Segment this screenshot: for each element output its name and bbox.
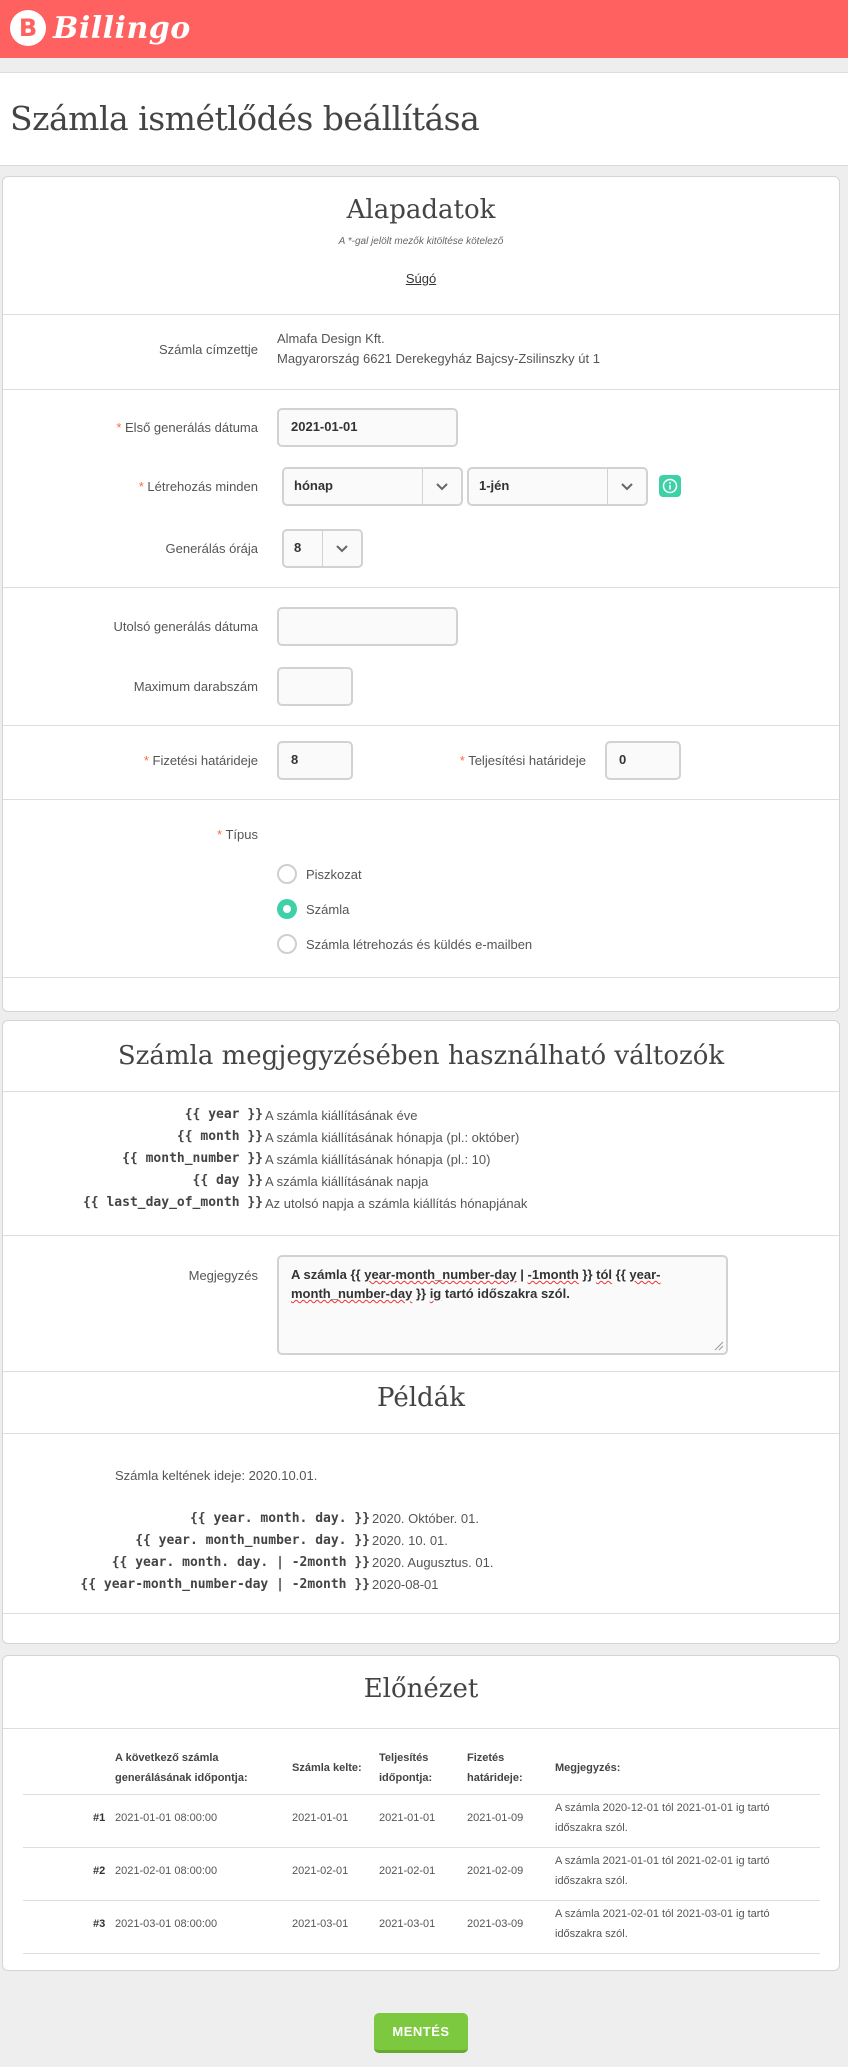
example-result: 2020. Augusztus. 01.: [372, 1555, 494, 1570]
help-link[interactable]: Súgó: [405, 271, 437, 286]
top-bar: [0, 0, 848, 58]
day-select[interactable]: [467, 467, 648, 506]
row-gen: 2021-03-01 08:00:00: [115, 1918, 218, 1930]
variables-panel: [2, 1020, 840, 1644]
table-header: Teljesítés időpontja:: [379, 1752, 433, 1784]
page-title: Számla ismétlődés beállítása: [10, 99, 480, 138]
row-note: A számla 2020-12-01 tól 2021-01-01 ig tartó időszakra szól.: [555, 1802, 770, 1834]
row-fulfill: 2021-03-01: [379, 1918, 436, 1930]
divider: [3, 1728, 839, 1729]
required-note: A *-gal jelölt mezők kitöltése kötelező: [338, 236, 504, 247]
example-result: 2020-08-01: [372, 1577, 439, 1592]
row-fulfill: 2021-02-01: [379, 1865, 436, 1877]
type-option-label: Piszkozat: [306, 867, 362, 882]
divider: [3, 1613, 839, 1614]
day-value: 1-jén: [479, 478, 510, 493]
period-select[interactable]: [282, 467, 463, 506]
logo-text: Billingo: [53, 10, 191, 46]
variables-title: Számla megjegyzésében használható változók: [117, 1041, 725, 1071]
type-radio-draft[interactable]: [277, 864, 297, 884]
save-button[interactable]: MENTÉS: [374, 2013, 468, 2053]
row-note: A számla 2021-01-01 tól 2021-02-01 ig tartó időszakra szól.: [555, 1855, 770, 1887]
divider: [3, 725, 839, 726]
last-date-input[interactable]: [277, 607, 458, 646]
type-option-label: Számla létrehozás és küldés e-mailben: [306, 937, 533, 952]
basic-data-title: Alapadatok: [346, 195, 496, 225]
row-gen: 2021-01-01 08:00:00: [115, 1812, 218, 1824]
chevron-down-icon: [607, 469, 646, 504]
example-code: {{ year. month. day. | -2month }}: [111, 1555, 370, 1570]
example-result: 2020. Október. 01.: [372, 1511, 479, 1526]
divider: [23, 1847, 820, 1848]
basic-data-panel: [2, 176, 840, 1012]
payment-due-label: * Fizetési határideje: [143, 753, 258, 768]
variable-desc: A számla kiállításának napja: [265, 1174, 429, 1189]
divider: [3, 1235, 839, 1236]
row-number: #3: [93, 1918, 106, 1930]
divider: [3, 314, 839, 315]
row-due: 2021-02-09: [467, 1865, 524, 1877]
preview-title: Előnézet: [363, 1674, 479, 1704]
type-option-label: Számla: [306, 902, 350, 917]
page-title-bar: [0, 72, 848, 166]
first-date-label: * Első generálás dátuma: [116, 420, 258, 435]
variable-code: {{ year }}: [184, 1107, 263, 1122]
divider: [3, 1433, 839, 1434]
example-result: 2020. 10. 01.: [372, 1533, 448, 1548]
variable-code: {{ month }}: [176, 1129, 263, 1144]
row-gen: 2021-02-01 08:00:00: [115, 1865, 218, 1877]
example-codes: [3, 1509, 370, 1609]
max-count-input[interactable]: [277, 667, 353, 706]
variable-desc: A számla kiállításának hónapja (pl.: 10): [265, 1152, 491, 1167]
row-fulfill: 2021-01-01: [379, 1812, 436, 1824]
examples-title: Példák: [377, 1383, 465, 1413]
variable-desc: A számla kiállításának hónapja (pl.: október): [265, 1130, 520, 1145]
hour-value: 8: [294, 540, 302, 555]
hour-select[interactable]: [282, 529, 363, 568]
note-textarea[interactable]: [277, 1255, 728, 1355]
recipient-name: Almafa Design Kft.: [277, 331, 385, 346]
recipient-address: Magyarország 6621 Derekegyház Bajcsy-Zsilinszky út 1: [277, 351, 600, 366]
table-header: Megjegyzés:: [555, 1762, 621, 1774]
row-note: A számla 2021-02-01 tól 2021-03-01 ig tartó időszakra szól.: [555, 1908, 770, 1940]
table-header: A következő számla generálásának időpontja:: [115, 1752, 248, 1784]
recipient-label: Számla címzettje: [159, 342, 258, 357]
payment-due-input[interactable]: 8: [277, 741, 353, 780]
variable-code: {{ month_number }}: [122, 1151, 263, 1166]
variable-desc: Az utolsó napja a számla kiállítás hónapjának: [265, 1196, 528, 1211]
first-date-input[interactable]: 2021-01-01: [277, 408, 458, 447]
row-number: #1: [93, 1812, 106, 1824]
variables-codes: [3, 1107, 263, 1217]
preview-panel: [2, 1655, 840, 1971]
type-radio-invoice[interactable]: [277, 899, 297, 919]
max-count-label: Maximum darabszám: [133, 679, 258, 694]
logo-badge-icon: B: [10, 10, 46, 46]
divider: [3, 389, 839, 390]
fulfillment-due-input[interactable]: 0: [605, 741, 681, 780]
fulfillment-due-label: * Teljesítési határideje: [459, 753, 586, 768]
variable-code: {{ day }}: [192, 1173, 263, 1188]
billingo-logo[interactable]: [10, 10, 191, 46]
row-issue: 2021-01-01: [292, 1812, 349, 1824]
row-number: #2: [93, 1865, 106, 1877]
divider: [3, 1371, 839, 1372]
hour-label: Generálás órája: [165, 541, 258, 556]
variable-desc: A számla kiállításának éve: [265, 1108, 418, 1123]
example-code: {{ year. month. day. }}: [189, 1511, 370, 1526]
resize-handle-icon[interactable]: [714, 1341, 724, 1351]
period-value: hónap: [294, 478, 333, 493]
table-header: Fizetés határideje:: [467, 1752, 523, 1784]
example-code: {{ year. month_number. day. }}: [135, 1533, 370, 1548]
row-due: 2021-01-09: [467, 1812, 524, 1824]
chevron-down-icon: [422, 469, 461, 504]
last-date-label: Utolsó generálás dátuma: [113, 619, 258, 634]
issue-date-line: Számla keltének ideje: 2020.10.01.: [115, 1468, 318, 1483]
create-every-label: * Létrehozás minden: [138, 479, 258, 494]
row-issue: 2021-02-01: [292, 1865, 349, 1877]
divider: [3, 587, 839, 588]
divider: [23, 1953, 820, 1954]
type-label: * Típus: [217, 827, 258, 842]
divider: [23, 1794, 820, 1795]
note-label: Megjegyzés: [188, 1268, 258, 1283]
info-icon[interactable]: [659, 475, 681, 497]
divider: [23, 1900, 820, 1901]
divider: [3, 1091, 839, 1092]
type-radio-invoice-email[interactable]: [277, 934, 297, 954]
variable-code: {{ last_day_of_month }}: [82, 1195, 263, 1210]
row-due: 2021-03-09: [467, 1918, 524, 1930]
divider: [3, 977, 839, 978]
example-code: {{ year-month_number-day | -2month }}: [80, 1577, 370, 1592]
chevron-down-icon: [322, 531, 361, 566]
row-issue: 2021-03-01: [292, 1918, 349, 1930]
note-text: A számla {{ year-month_number-day | -1month }} tól {{ year-month_number-day }} ig tartó időszakra szól.: [291, 1267, 661, 1301]
table-header: Számla kelte:: [292, 1762, 362, 1774]
divider: [3, 799, 839, 800]
